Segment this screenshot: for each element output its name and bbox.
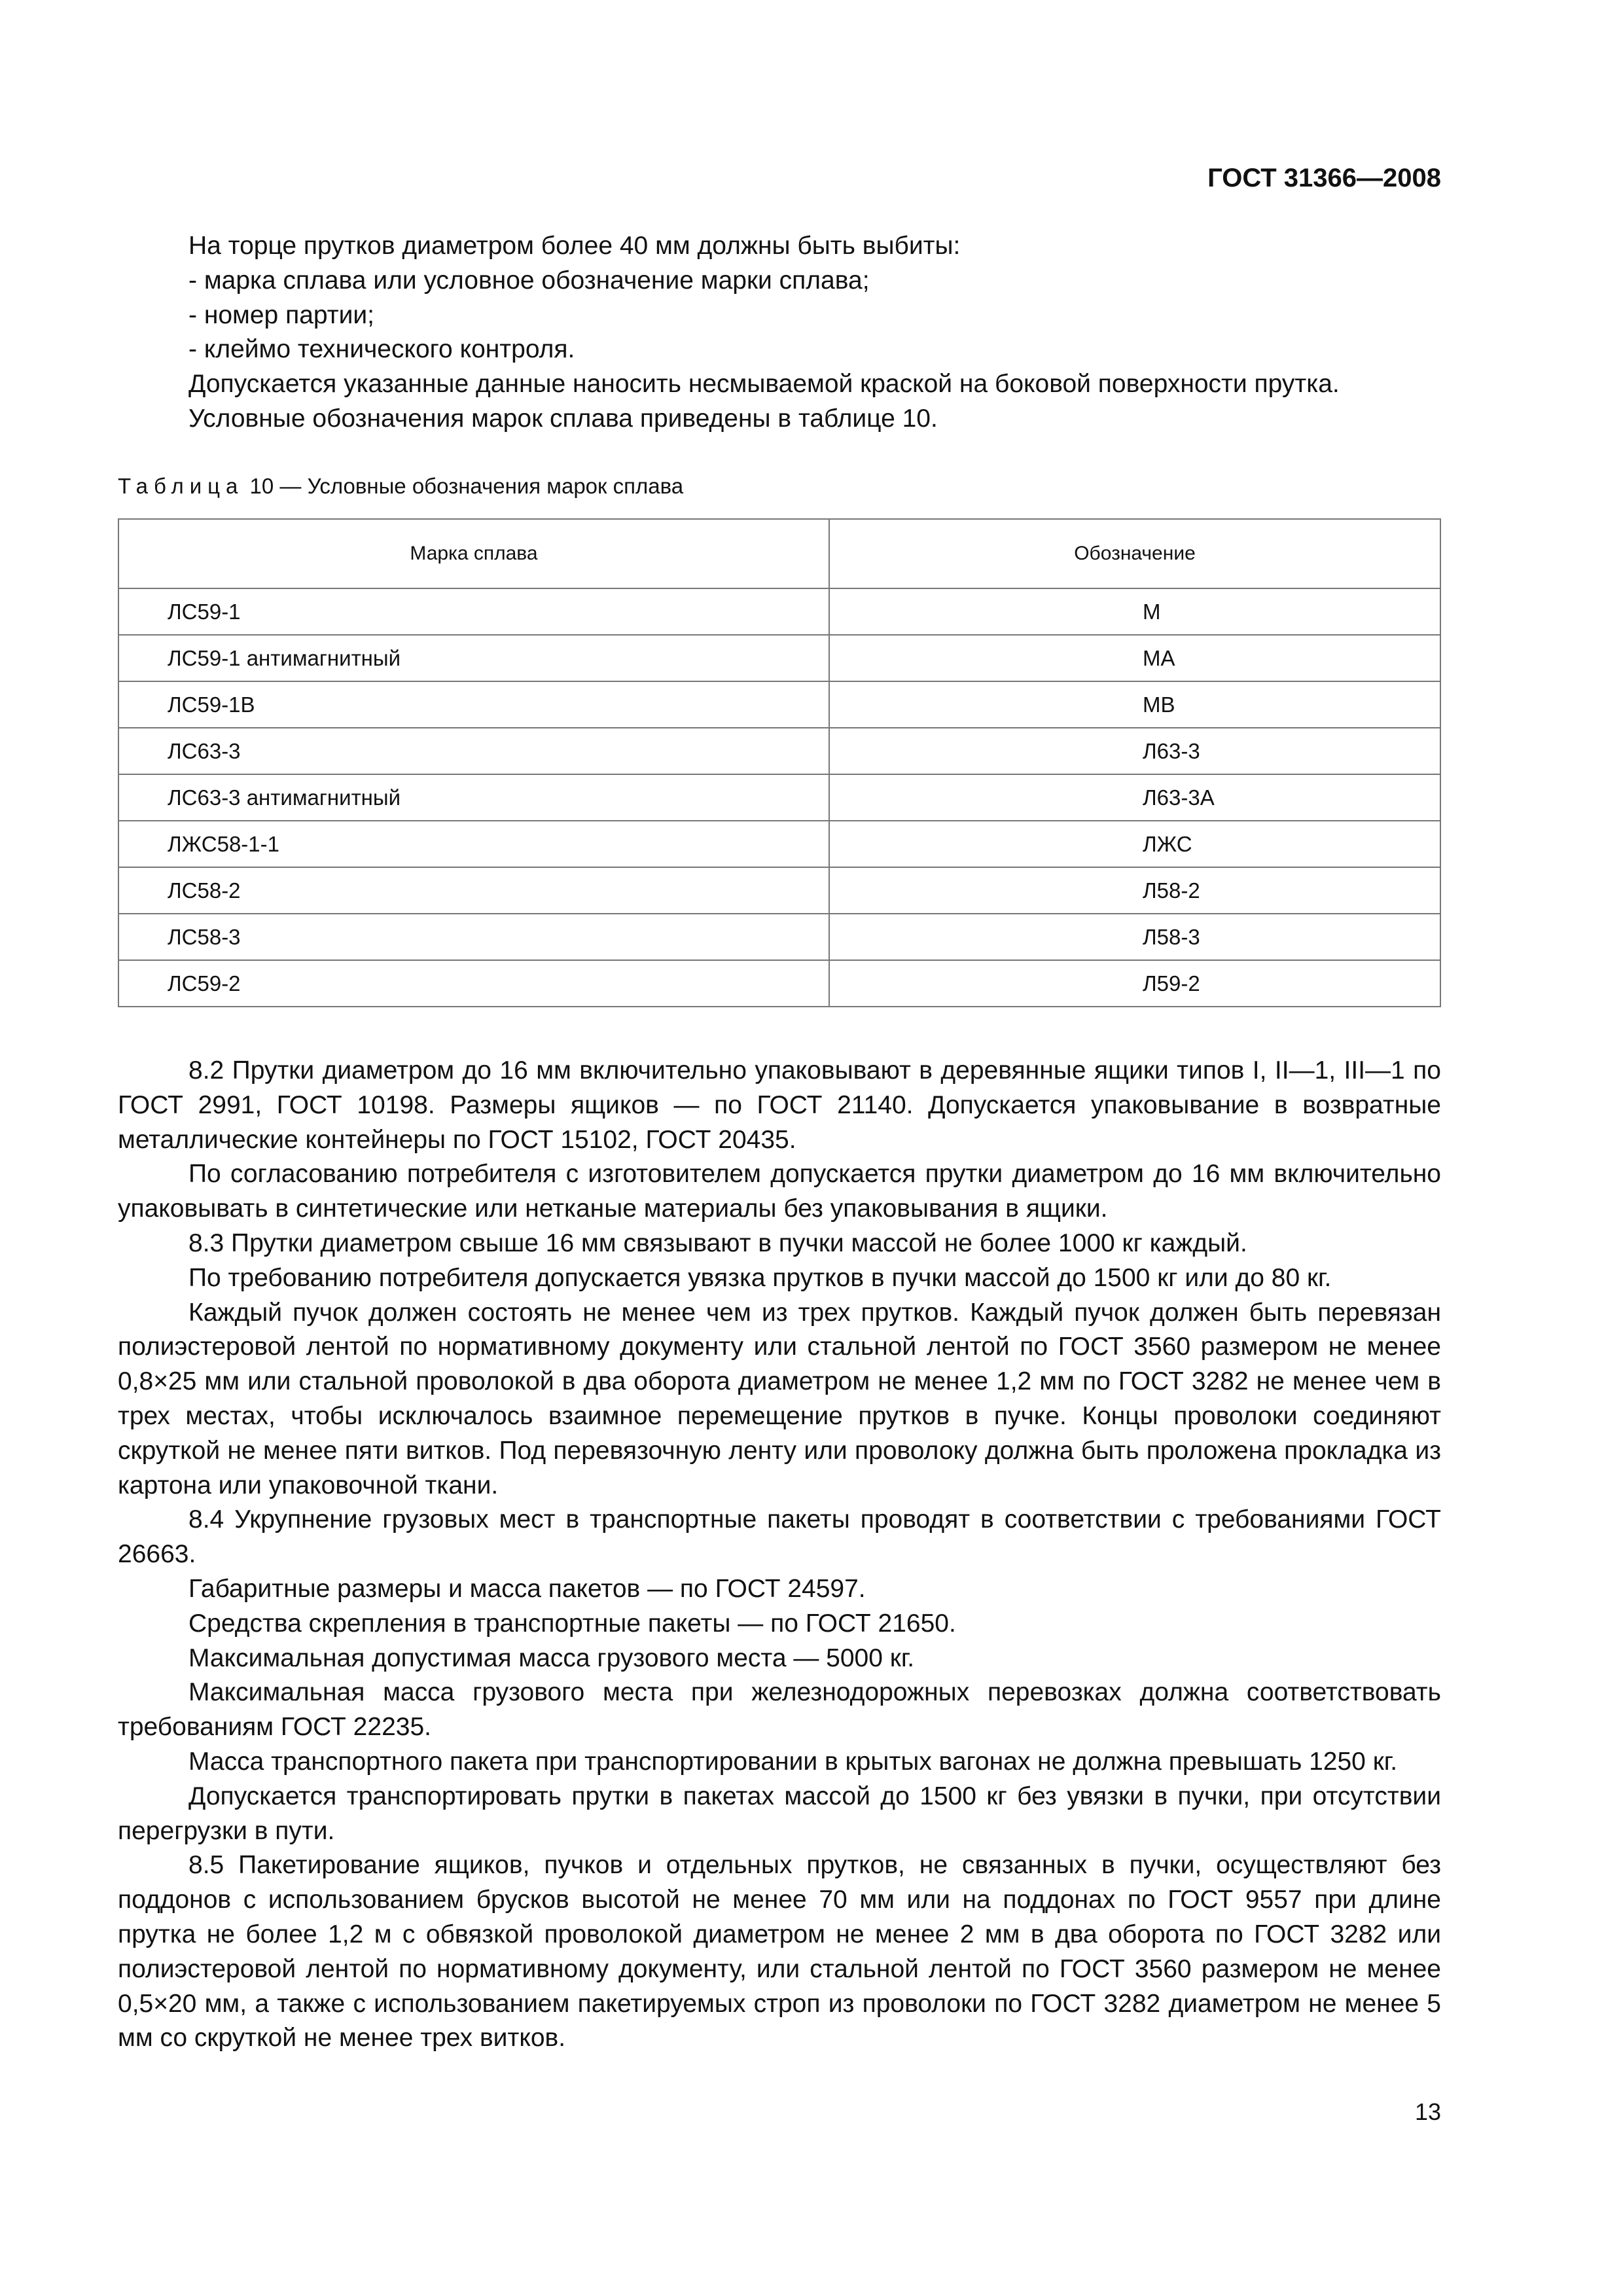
table-caption: [118, 474, 683, 499]
table-row: [118, 774, 1440, 821]
alloy-grade-cell: ЛС58-2: [118, 867, 829, 914]
alloy-grade-cell: ЛС58-3: [118, 914, 829, 960]
paragraph: 8.3 Прутки диаметром свыше 16 мм связывают в пучки массой не более 1000 кг каждый.: [188, 1229, 1247, 1257]
alloy-table: [118, 518, 1441, 1007]
designation-cell: Л63-3А: [829, 774, 1440, 821]
alloy-grade-cell: ЛС63-3: [118, 728, 829, 774]
paragraph: Максимальная допустимая масса грузового места — 5000 кг.: [188, 1643, 915, 1672]
alloy-grade-cell: ЛС63-3 антимагнитный: [118, 774, 829, 821]
intro-line: - номер партии;: [188, 300, 374, 329]
table-row: [118, 728, 1440, 774]
table-row: [118, 960, 1440, 1007]
designation-cell: Л58-3: [829, 914, 1440, 960]
alloy-grade-cell: ЛС59-1: [118, 588, 829, 635]
table-row: [118, 914, 1440, 960]
paragraph: Масса транспортного пакета при транспортировании в крытых вагонах не должна превышать 1250 кг.: [188, 1747, 1398, 1776]
column-header: Обозначение: [829, 519, 1440, 588]
designation-cell: Л58-2: [829, 867, 1440, 914]
alloy-grade-cell: ЛС59-1В: [118, 681, 829, 728]
column-header: Марка сплава: [118, 519, 829, 588]
paragraph: Средства скрепления в транспортные пакеты — по ГОСТ 21650.: [188, 1609, 956, 1638]
intro-line: - клеймо технического контроля.: [188, 335, 575, 364]
table-header-row: [118, 519, 1440, 588]
designation-cell: МА: [829, 635, 1440, 681]
table-row: [118, 821, 1440, 867]
paragraph: Максимальная масса грузового места при железнодорожных перевозках должна соответствовать требованиям ГОСТ 22235.: [118, 1678, 1441, 1742]
intro-line: Допускается указанные данные наносить несмываемой краской на боковой поверхности прутка.: [188, 370, 1340, 399]
paragraph: По согласованию потребителя с изготовителем допускается прутки диаметром до 16 мм включительно упаковывать в синтетические или нетканые материалы без упаковывания в ящики.: [118, 1160, 1441, 1223]
paragraph: Габаритные размеры и масса пакетов — по ГОСТ 24597.: [188, 1574, 866, 1603]
designation-cell: Л63-3: [829, 728, 1440, 774]
intro-line: - марка сплава или условное обозначение марки сплава;: [188, 266, 870, 295]
intro-line: На торце прутков диаметром более 40 мм должны быть выбиты:: [188, 232, 961, 260]
table-row: [118, 867, 1440, 914]
paragraph: 8.4 Укрупнение грузовых мест в транспортные пакеты проводят в соответствии с требованиями ГОСТ 26663.: [118, 1505, 1441, 1569]
designation-cell: М: [829, 588, 1440, 635]
paragraph: 8.5 Пакетирование ящиков, пучков и отдельных прутков, не связанных в пучки, осуществляют без поддонов с использованием брусков высотой не менее 70 мм или на поддонах по ГОСТ 9557 при длине прутка не более 1,2 м с обвязкой проволокой диаметром не менее 2 мм в два оборота по ГОСТ 3282 или полиэстеровой лентой по нормативному документу, или стальной лентой по ГОСТ 3560 размером не менее 0,5×20 мм, а также с использованием пакетируемых строп из проволоки по ГОСТ 3282 диаметром не менее 5 мм со скруткой не менее трех витков.: [118, 1851, 1441, 2053]
paragraph: Каждый пучок должен состоять не менее чем из трех прутков. Каждый пучок должен быть перевязан полиэстеровой лентой по нормативному документу или стальной лентой по ГОСТ 3560 размером не менее 0,8×25 мм или стальной проволокой в два оборота диаметром не менее 1,2 мм по ГОСТ 3282 не менее чем в трех местах, чтобы исключалось взаимное перемещение прутков в пучке. Концы проволоки соединяют скруткой не менее пяти витков. Под перевязочную ленту или проволоку должна быть проложена прокладка из картона или упаковочной ткани.: [118, 1298, 1441, 1499]
caption-prefix: Таблица: [118, 474, 244, 498]
alloy-grade-cell: ЛС59-2: [118, 960, 829, 1007]
designation-cell: МВ: [829, 681, 1440, 728]
paragraph: По требованию потребителя допускается увязка прутков в пучки массой до 1500 кг или до 80 кг.: [188, 1263, 1332, 1292]
page-number: 13: [1414, 2098, 1441, 2125]
table-row: [118, 635, 1440, 681]
document-header: ГОСТ 31366—2008: [1207, 164, 1441, 192]
body-text: [118, 1054, 1441, 2056]
table-row: [118, 681, 1440, 728]
paragraph: Допускается транспортировать прутки в пакетах массой до 1500 кг без увязки в пучки, при отсутствии перегрузки в пути.: [118, 1782, 1441, 1845]
alloy-grade-cell: ЛЖС58-1-1: [118, 821, 829, 867]
paragraph: 8.2 Прутки диаметром до 16 мм включительно упаковывают в деревянные ящики типов I, II—1, III—1 по ГОСТ 2991, ГОСТ 10198. Размеры ящиков — по ГОСТ 21140. Допускается упаковывание в возвратные металлические контейнеры по ГОСТ 15102, ГОСТ 20435.: [118, 1056, 1441, 1154]
alloy-grade-cell: ЛС59-1 антимагнитный: [118, 635, 829, 681]
caption-text: 10 — Условные обозначения марок сплава: [243, 474, 684, 498]
designation-cell: Л59-2: [829, 960, 1440, 1007]
designation-cell: ЛЖС: [829, 821, 1440, 867]
intro-line: Условные обозначения марок сплава приведены в таблице 10.: [188, 404, 938, 433]
intro-text: [118, 229, 1441, 437]
table-row: [118, 588, 1440, 635]
